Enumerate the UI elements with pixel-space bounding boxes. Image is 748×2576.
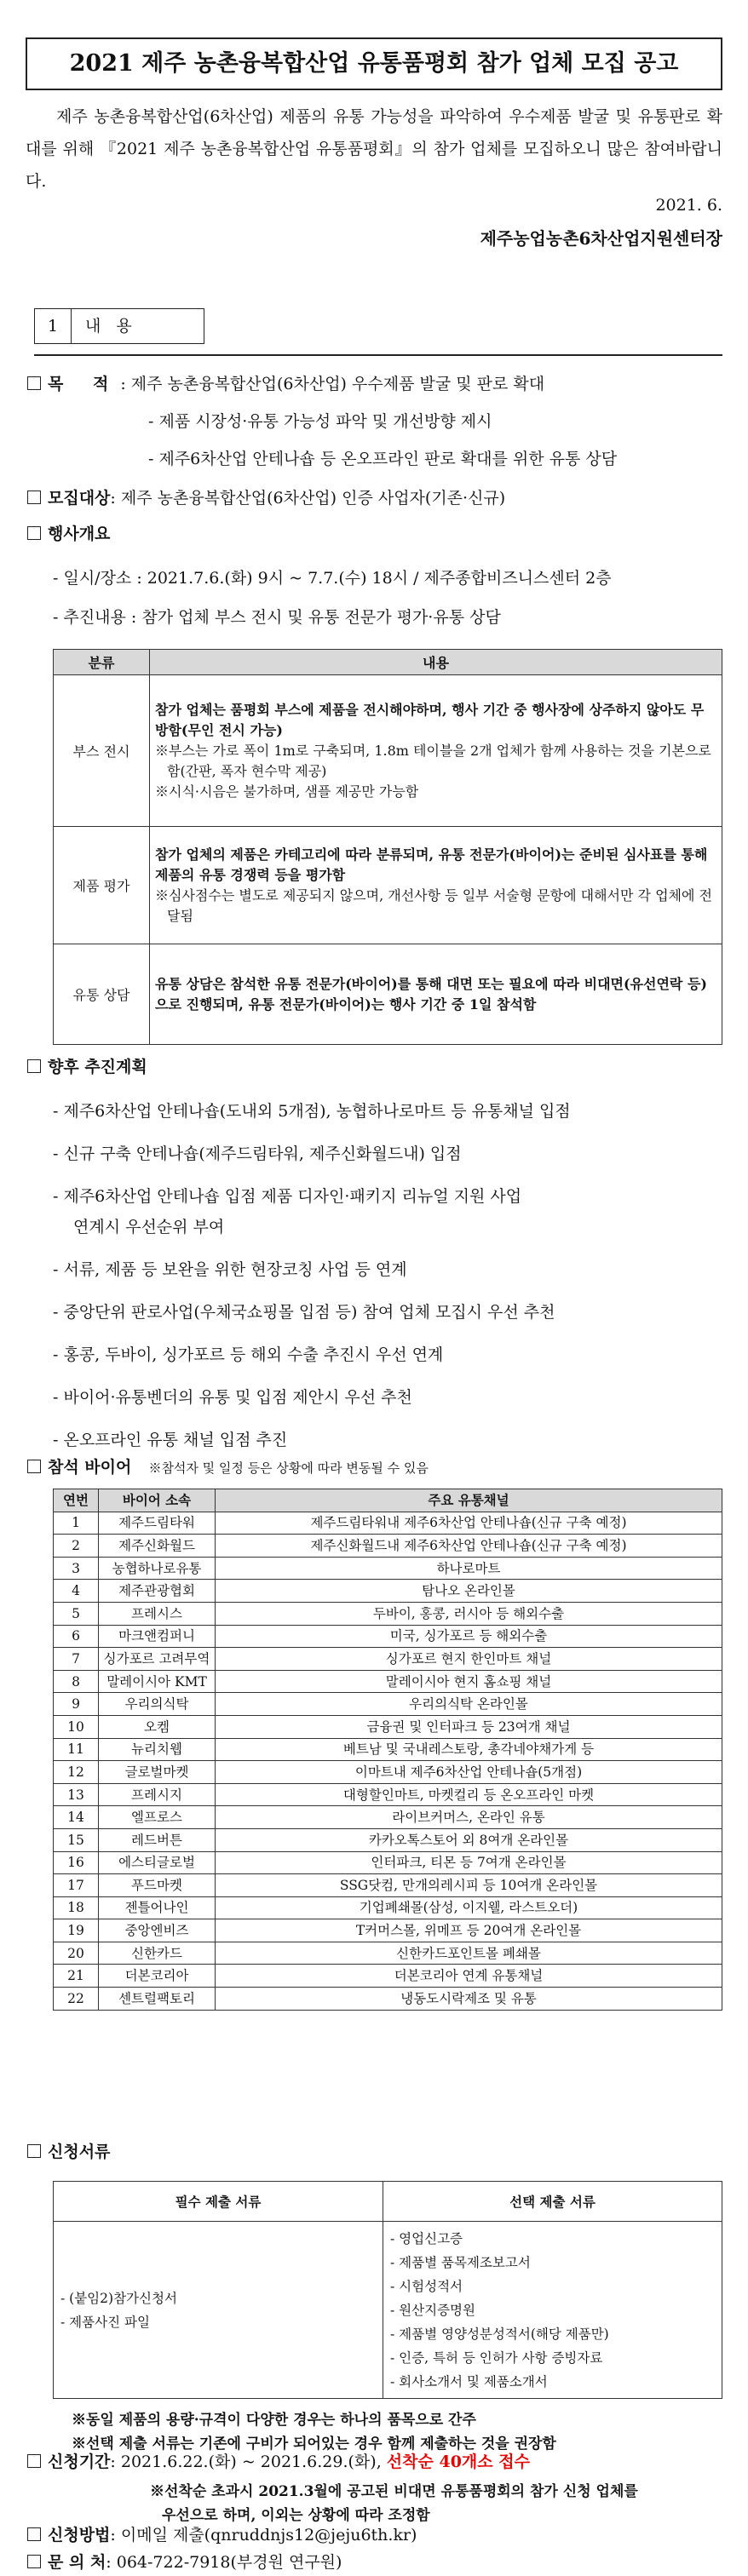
method-row [27,2522,734,2548]
table-row [54,1988,722,2011]
overview-schedule: - 일시/장소 : 2021.7.6.(화) 9시 ~ 7.7.(수) 18시 / 제주종합비즈니스센터 2층 [53,569,612,588]
buyer-company-cell: 더본코리아 [99,1965,216,1988]
list-item: - 제품별 품목제조보고서 [390,2254,531,2270]
buyer-number-cell: 14 [54,1806,99,1829]
buyer-company-cell: 중앙엔비즈 [99,1919,216,1942]
table-row [54,827,722,944]
content-note: ※심사점수는 별도로 제공되지 않으며, 개선사항 등 일부 서술형 문항에 대해서만 각 업체에 전달됨 [155,886,712,924]
table-row [54,1557,722,1580]
buyer-channel-cell: SSG닷컴, 만개의레시피 등 10여개 온라인몰 [216,1874,722,1897]
buyer-channel-cell: 대형할인마트, 마켓컬리 등 온오프라인 마켓 [216,1783,722,1806]
buyer-channel-cell: T커머스몰, 위메프 등 20여개 온라인몰 [216,1919,722,1942]
buyer-number-cell: 22 [54,1988,99,2011]
checkbox-square-icon [27,2555,41,2568]
buyer-channel-cell: 라이브커머스, 온라인 유통 [216,1806,722,1829]
notice-date: 2021. 6. [655,196,722,215]
purpose-label: 목 적 [48,375,121,393]
table-row [54,1580,722,1603]
table-row [54,1535,722,1558]
overview-label: 행사개요 [48,525,111,543]
buyer-company-cell: 젠틀어나인 [99,1896,216,1919]
buyer-company-cell: 센트럴팩토리 [99,1988,216,2011]
buyer-channel-cell: 우리의식탁 온라인몰 [216,1693,722,1716]
table-row [54,1851,722,1874]
table-row [54,1942,722,1965]
section-divider [34,354,722,356]
table-row [54,1919,722,1942]
plan-row [27,1054,734,1080]
table-row [54,1806,722,1829]
content-main: 유통 상담은 참석한 유통 전문가(바이어)를 통해 대면 또는 필요에 따라 비대면(유선연락 등)으로 진행되며, 유통 전문가(바이어)는 행사 기간 중 1일 참석함 [155,975,707,1013]
purpose-text: : 제주 농촌융복합산업(6차산업) 우수제품 발굴 및 판로 확대 [120,375,545,393]
buyer-number-cell: 10 [54,1715,99,1738]
section-label: 내용 [72,308,204,344]
buyer-channel-cell: 신한카드포인트몰 폐쇄몰 [216,1942,722,1965]
plan-item: 연계시 우선순위 부여 [73,1218,225,1236]
content-note: ※부스는 가로 폭이 1m로 구축되며, 1.8m 테이블을 2개 업체가 함께 사용하는 것을 기본으로 함(간판, 폭자 현수막 제공) [155,742,711,779]
checkbox-square-icon [27,2454,41,2468]
plan-item: - 바이어·유통벤더의 유통 및 입점 제안시 우선 추천 [53,1388,412,1407]
content-main: 참가 업체의 제품은 카테고리에 따라 분류되며, 유통 전문가(바이어)는 준비된 심사표를 통해 제품의 유통 경쟁력 등을 평가함 [155,846,708,883]
table-row [54,1896,722,1919]
buyers-note: ※참석자 및 일정 등은 상황에 따라 변동될 수 있음 [148,1460,429,1476]
buyer-channel-cell: 기업폐쇄몰(삼성, 이지웰, 라스트오더) [216,1896,722,1919]
buyer-number-cell: 5 [54,1602,99,1625]
category-cell: 부스 전시 [54,675,150,827]
contact-row [27,2550,734,2575]
table-row [54,1783,722,1806]
buyer-channel-cell: 제주드림타워내 제주6차산업 안테나숍(신규 구축 예정) [216,1512,722,1535]
list-item: - 제품별 영양성분성적서(해당 제품만) [390,2326,609,2342]
overview-content: - 추진내용 : 참가 업체 부스 전시 및 유통 전문가 평가·유통 상담 [53,608,501,627]
buyer-number-cell: 6 [54,1625,99,1648]
plan-label: 향후 추진계획 [48,1058,147,1076]
table-row [54,2222,722,2399]
checkbox-square-icon [27,526,41,540]
content-cell [150,944,722,1045]
buyer-number-cell: 20 [54,1942,99,1965]
buyer-company-cell: 제주신화월드 [99,1535,216,1558]
buyer-channel-cell: 카카오톡스토어 외 8여개 온라인몰 [216,1828,722,1851]
table-row [54,1670,722,1693]
buyer-number-cell: 1 [54,1512,99,1535]
table-row [54,1602,722,1625]
table-header-row [54,650,722,675]
buyer-channel-cell: 탐나오 온라인몰 [216,1580,722,1603]
plan-item: - 서류, 제품 등 보완을 위한 현장코칭 사업 등 연계 [53,1260,407,1279]
buyer-company-cell: 말레이시아 KMT [99,1670,216,1693]
required-docs-cell [54,2222,383,2399]
table-row [54,1761,722,1784]
buyer-number-cell: 19 [54,1919,99,1942]
buyers-table [53,1489,722,2011]
purpose-row [27,371,734,397]
plan-item: - 제주6차산업 안테나숍(도내외 5개점), 농협하나로마트 등 유통채널 입점 [53,1102,571,1121]
list-item: - 시험성적서 [390,2278,463,2294]
documents-label: 신청서류 [48,2143,111,2161]
section-number: 1 [34,308,72,344]
target-label: 모집대상 [48,489,111,508]
table-header-row [54,1489,722,1512]
purpose-item: - 제품 시장성·유통 가능성 파악 및 개선방향 제시 [148,412,492,431]
table-header-cell: 선택 제출 서류 [383,2182,722,2222]
table-header-row [54,2182,722,2222]
buyer-channel-cell: 베트남 및 국내레스토랑, 총각네야채가게 등 [216,1738,722,1761]
plan-item: - 중앙단위 판로사업(우체국쇼핑몰 입점 등) 참여 업체 모집시 우선 추천 [53,1303,555,1322]
buyer-channel-cell: 더본코리아 연계 유통채널 [216,1965,722,1988]
documents-note: ※동일 제품의 용량·규격이 다양한 경우는 하나의 품목으로 간주 [72,2412,476,2429]
buyers-label: 참석 바이어 [48,1458,132,1477]
table-row [54,1625,722,1648]
period-row [27,2449,734,2475]
table-row [54,675,722,827]
plan-item: - 제주6차산업 안테나숍 입점 제품 디자인·패키지 리뉴얼 지원 사업 [53,1187,522,1206]
table-header-cell: 내용 [150,650,722,675]
buyer-number-cell: 21 [54,1965,99,1988]
category-cell: 유통 상담 [54,944,150,1045]
buyer-number-cell: 2 [54,1535,99,1558]
documents-row [27,2139,734,2165]
method-label: 신청방법 [48,2526,111,2544]
content-note: ※시식·시음은 불가하며, 샘플 제공만 가능함 [155,783,419,800]
buyer-company-cell: 뉴리치웹 [99,1738,216,1761]
list-item: - (붙임2)참가신청서 [60,2290,177,2306]
plan-item: - 신규 구축 안테나숍(제주드림타워, 제주신화월드내) 입점 [53,1145,462,1163]
checkbox-square-icon [27,1460,41,1473]
table-row [54,1828,722,1851]
table-row [54,1874,722,1897]
period-text: : 2021.6.22.(화) ~ 2021.6.29.(화), [110,2453,382,2471]
buyer-channel-cell: 제주신화월드내 제주6차산업 안테나숍(신규 구축 예정) [216,1535,722,1558]
table-header-cell: 바이어 소속 [99,1489,216,1512]
overview-row [27,521,734,547]
table-row [54,1715,722,1738]
contact-label: 문 의 처 [48,2553,106,2572]
buyer-company-cell: 농협하나로유통 [99,1557,216,1580]
buyer-number-cell: 17 [54,1874,99,1897]
buyer-company-cell: 제주드림타워 [99,1512,216,1535]
period-highlight: 선착순 40개소 접수 [386,2453,530,2471]
buyer-company-cell: 프레시지 [99,1783,216,1806]
buyer-channel-cell: 하나로마트 [216,1557,722,1580]
issuing-organization: 제주농업농촌6차산업지원센터장 [480,228,722,249]
checkbox-square-icon [27,2527,41,2541]
documents-note: ※선택 제출 서류는 기존에 구비가 되어있는 경우 함께 제출하는 것을 권장함 [72,2435,556,2453]
list-item: - 회사소개서 및 제품소개서 [390,2373,548,2390]
table-header-cell: 분류 [54,650,150,675]
buyer-number-cell: 18 [54,1896,99,1919]
buyer-channel-cell: 이마트내 제주6차산업 안테나숍(5개점) [216,1761,722,1784]
buyer-company-cell: 신한카드 [99,1942,216,1965]
target-text: : 제주 농촌융복합산업(6차산업) 인증 사업자(기존·신규) [110,489,506,508]
table-header-cell: 필수 제출 서류 [54,2182,383,2222]
buyer-number-cell: 16 [54,1851,99,1874]
table-row [54,1693,722,1716]
buyer-company-cell: 엘프로스 [99,1806,216,1829]
buyer-company-cell: 푸드마켓 [99,1874,216,1897]
list-item: - 영업신고증 [390,2230,463,2246]
documents-table [53,2181,722,2399]
buyer-channel-cell: 인터파크, 티몬 등 7여개 온라인몰 [216,1851,722,1874]
table-header-cell: 연번 [54,1489,99,1512]
buyer-company-cell: 글로벌마켓 [99,1761,216,1784]
table-row [54,1512,722,1535]
list-item: - 제품사진 파일 [60,2314,150,2330]
checkbox-square-icon [27,376,41,390]
contact-text: : 064-722-7918(부경원 연구원) [106,2553,342,2572]
table-row [54,1738,722,1761]
intro-paragraph: 제주 농촌융복합산업(6차산업) 제품의 유통 가능성을 파악하여 우수제품 발굴 및 유통판로 확대를 위해 『2021 제주 농촌융복합산업 유통품평회』의 참가 업체를 모집하오니 많은 참여바랍니다. [26,107,722,191]
method-text: : 이메일 제출(qnruddnjs12@jeju6th.kr) [110,2526,417,2544]
buyer-company-cell: 레드버튼 [99,1828,216,1851]
buyer-channel-cell: 냉동도시락제조 및 유통 [216,1988,722,2011]
table-header-cell: 주요 유통채널 [216,1489,722,1512]
buyer-channel-cell: 금융권 및 인터파크 등 23여개 채널 [216,1715,722,1738]
buyer-company-cell: 제주관광협회 [99,1580,216,1603]
buyer-number-cell: 9 [54,1693,99,1716]
content-main: 참가 업체는 품평회 부스에 제품을 전시해야하며, 행사 기간 중 행사장에 상주하지 않아도 무방함(무인 전시 가능) [155,701,705,738]
buyers-row [27,1454,734,1481]
buyer-number-cell: 13 [54,1783,99,1806]
purpose-item: - 제주6차산업 안테나숍 등 온오프라인 판로 확대를 위한 유통 상담 [148,450,618,468]
buyer-number-cell: 15 [54,1828,99,1851]
period-note: 우선으로 하며, 이외는 상황에 따라 조정함 [162,2507,430,2524]
plan-item: - 온오프라인 유통 채널 입점 추진 [53,1431,288,1449]
content-cell [150,827,722,944]
optional-docs-cell [383,2222,722,2399]
checkbox-square-icon [27,2144,41,2158]
buyer-channel-cell: 말레이시아 현지 홈쇼핑 채널 [216,1670,722,1693]
list-item: - 인증, 특허 등 인허가 사항 증빙자료 [390,2349,603,2366]
buyer-company-cell: 우리의식탁 [99,1693,216,1716]
buyer-number-cell: 12 [54,1761,99,1784]
table-row [54,1648,722,1671]
section-header [34,308,204,344]
buyer-channel-cell: 미국, 싱가포르 등 해외수출 [216,1625,722,1648]
plan-item: - 홍콩, 두바이, 싱가포르 등 해외 수출 추진시 우선 연계 [53,1345,444,1364]
page-title: 2021 제주 농촌융복합산업 유통품평회 참가 업체 모집 공고 [26,37,722,90]
buyer-number-cell: 8 [54,1670,99,1693]
buyer-number-cell: 4 [54,1580,99,1603]
table-row [54,944,722,1045]
buyer-company-cell: 에스티글로벌 [99,1851,216,1874]
buyer-channel-cell: 두바이, 홍콩, 러시아 등 해외수출 [216,1602,722,1625]
buyer-company-cell: 싱가포르 고려무역 [99,1648,216,1671]
checkbox-square-icon [27,1059,41,1073]
buyer-company-cell: 마크앤컴퍼니 [99,1625,216,1648]
checkbox-square-icon [27,491,41,504]
buyer-number-cell: 11 [54,1738,99,1761]
buyer-number-cell: 7 [54,1648,99,1671]
content-cell [150,675,722,827]
buyer-company-cell: 프레시스 [99,1602,216,1625]
list-item: - 원산지증명원 [390,2302,476,2318]
table-row [54,1965,722,1988]
buyer-number-cell: 3 [54,1557,99,1580]
period-label: 신청기간 [48,2453,111,2471]
buyer-channel-cell: 싱가포르 현지 한인마트 채널 [216,1648,722,1671]
buyer-company-cell: 오켐 [99,1715,216,1738]
category-cell: 제품 평가 [54,827,150,944]
period-note: ※선착순 초과시 2021.3월에 공고된 비대면 유통품평회의 참가 신청 업체를 [150,2483,638,2500]
event-table [53,649,722,1045]
target-row [27,485,734,511]
